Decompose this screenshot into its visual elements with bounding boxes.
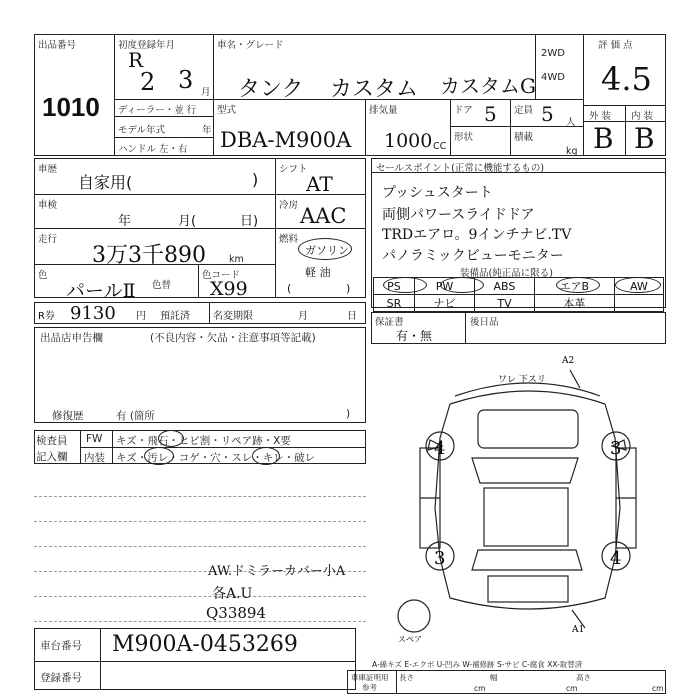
legend: A-線キズ E-エクボ U-凹み W-補修跡 S-サビ C-腐食 XX-取替済 [372, 660, 583, 669]
inspection-month: 月( [178, 214, 197, 229]
lot-number: 1010 [42, 92, 100, 122]
spare-label: スペア [398, 635, 422, 644]
model-year-label: モデル年式 [118, 125, 166, 136]
tire-rr: 4 [610, 548, 622, 569]
grade: カスタムG [440, 74, 536, 98]
equip-navi: ナビ [414, 295, 474, 312]
color-code-label: 色コード [202, 270, 241, 281]
model-code: DBA-M900A [220, 128, 352, 152]
inspector-label-1: 検査員 [36, 435, 68, 447]
fw-label: FW [86, 433, 103, 445]
height-unit: cm [652, 684, 664, 693]
inspection-label: 車検 [38, 200, 58, 211]
inspection-year: 年 [118, 214, 132, 229]
reg-year: 2 [140, 68, 156, 96]
displacement: 1000 [384, 130, 433, 152]
report-title: 出品店申告欄 [40, 332, 103, 344]
fw-items: キズ・飛石・ヒビ割・リペア跡・X要 [116, 435, 291, 447]
km-unit: km [229, 254, 244, 265]
sales-points-title: セールスポイント(正常に機能するもの) [376, 163, 545, 174]
chassis-label: 車台番号 [40, 640, 82, 652]
shape-label: 形状 [454, 132, 474, 143]
report-subtitle: (不良内容・欠品・注意事項等記載) [150, 332, 316, 344]
cc-unit: CC [433, 141, 447, 152]
sales-line-4: パノラミックビューモニター [382, 248, 564, 264]
note-line-1: AW.ドミラーカバー小A [208, 564, 346, 579]
warranty-value: 有・無 [396, 329, 433, 343]
equip-pw: PW [414, 278, 474, 295]
width-label: 幅 [490, 673, 498, 682]
color-code: X99 [210, 278, 248, 300]
sales-line-2: 両側パワースライドドア [382, 207, 535, 223]
sales-line-1: プッシュスタート [382, 185, 493, 201]
mark-a2: A2 [562, 356, 575, 366]
repair-value: 有 (箇所 [116, 410, 155, 422]
recycle-unit: 円 [136, 311, 146, 322]
equip-aw: AW [614, 278, 663, 295]
footer-frame [347, 670, 666, 694]
cert-label: 車庫証明用 [351, 673, 389, 682]
drive-4wd: 4WD [541, 72, 565, 83]
equip-tv: TV [475, 295, 535, 312]
interior-items: キズ・汚レ・コゲ・穴・スレ・キレ・破レ [116, 452, 316, 464]
type-label: 型式 [217, 105, 237, 116]
name-change-label: 名変期限 [213, 311, 253, 322]
chassis-reg-label: 登録番号 [40, 672, 82, 684]
car-type: カスタム [330, 77, 419, 102]
recycle-label: R券 [38, 311, 55, 322]
fuel-gasoline: ガソリン [305, 244, 349, 257]
fuel-paren-open: ( [287, 282, 292, 295]
shift-label: シフト [279, 164, 308, 175]
cert-sub: 参考 [362, 683, 377, 692]
displacement-label: 排気量 [369, 105, 398, 116]
tire-fr: 3 [610, 438, 622, 459]
lot-label: 出品番号 [38, 40, 77, 51]
car-diagram [380, 348, 670, 648]
inspection-day: 日) [240, 214, 259, 229]
ac-value: AAC [300, 204, 347, 228]
tire-fl: 4 [434, 438, 446, 459]
note-line-2: 各A.U [212, 586, 253, 602]
repair-close: ) [346, 408, 351, 420]
exterior-label: 外 装 [589, 111, 612, 122]
capacity-label: 定員 [514, 105, 534, 116]
sales-line-3: TRDエアロ。9インチナビ.TV [382, 227, 572, 243]
month-unit: 月 [201, 87, 211, 98]
rear-label: 後日品 [470, 317, 499, 328]
equip-abs: ABS [475, 278, 535, 295]
color-label: 色 [38, 270, 48, 281]
equip-leather: 本革 [534, 295, 614, 312]
diagram-note-top: ワレ 下スリ [498, 375, 546, 385]
doors-label: ドア [454, 105, 473, 116]
kg-unit: kg [566, 146, 578, 157]
mileage-value: 3万3千890 [92, 243, 206, 268]
year-unit: 年 [202, 125, 212, 136]
capacity: 5 [541, 102, 554, 126]
interior-label: 内 装 [631, 111, 654, 122]
first-reg-label: 初度登録年月 [118, 40, 176, 51]
shift-value: AT [306, 172, 333, 196]
handle-label: ハンドル 左・右 [118, 144, 188, 155]
person-unit: 人 [566, 117, 576, 128]
length-label: 長さ [399, 673, 414, 682]
fuel-paren-close: ) [346, 282, 351, 295]
era: R [128, 48, 144, 72]
note-line-3: Q33894 [206, 604, 267, 622]
name-change-month: 月 [298, 311, 308, 322]
chassis-value: M900A-0453269 [112, 632, 298, 657]
recycle-deposit: 預託済 [160, 311, 190, 322]
equip-sr: SR [374, 295, 415, 312]
mark-a1: A1 [572, 625, 585, 635]
history-value: 自家用( [78, 173, 133, 192]
model-grade-label: 車名・グレード [217, 40, 284, 51]
equipment-title: 装備品(純正品に限る) [460, 268, 553, 279]
exterior-grade: B [593, 122, 614, 155]
ac-label: 冷房 [279, 200, 299, 211]
reg-month: 3 [178, 66, 194, 94]
inspector-label-2: 記入欄 [36, 451, 68, 463]
equip-ps: PS [374, 278, 415, 295]
car-name: タンク [238, 77, 304, 102]
width-unit: cm [566, 684, 578, 693]
interior-inspect-label: 内装 [84, 452, 105, 464]
length-unit: cm [474, 684, 486, 693]
load-label: 積載 [514, 132, 534, 143]
fuel-diesel: 軽 油 [305, 266, 331, 279]
name-change-day: 日 [347, 311, 357, 322]
fuel-label: 燃料 [279, 234, 299, 245]
drive-2wd: 2WD [541, 48, 565, 59]
color-change-label: 色替 [152, 280, 172, 291]
recycle-value: 9130 [70, 303, 116, 324]
doors: 5 [484, 102, 497, 126]
equip-airbag: エアB [534, 278, 614, 295]
height-label: 高さ [576, 673, 591, 682]
color-value: パールⅡ [66, 280, 136, 302]
rating: 4.5 [601, 60, 652, 98]
dealer-label: ディーラー・並 行 [118, 105, 197, 116]
interior-grade: B [634, 122, 655, 155]
repair-label: 修復歴 [52, 410, 84, 422]
warranty-label: 保証書 [375, 317, 404, 328]
rating-label: 評 価 点 [598, 40, 633, 51]
tire-rl: 3 [434, 548, 446, 569]
history-close: ) [252, 170, 259, 189]
history-label: 車歴 [38, 164, 58, 175]
mileage-label: 走行 [38, 234, 58, 245]
